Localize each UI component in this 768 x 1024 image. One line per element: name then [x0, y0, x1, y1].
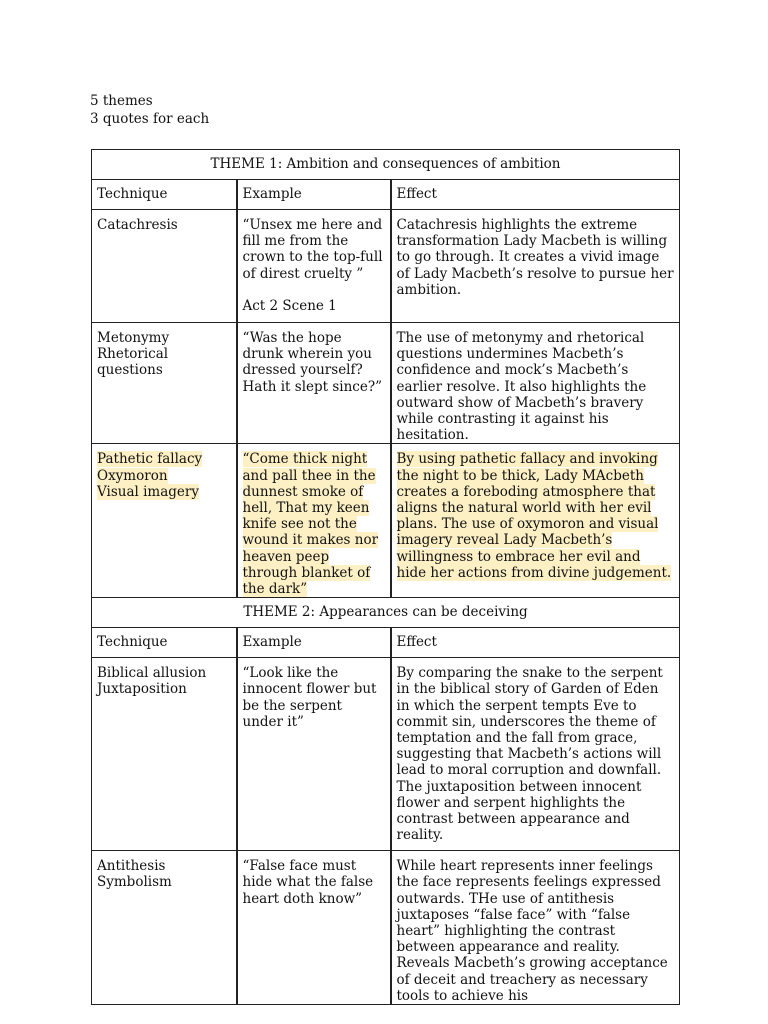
intro-line-themes: 5 themes: [90, 93, 153, 109]
example-quote: “Come thick night and pall thee in the dunnest smoke of hell, That my keen knife see not the wound it makes nor heaven peep through blanket of the dark”: [242, 451, 379, 598]
effect-text: By comparing the snake to the serpent in the biblical story of Garden of Eden in which the serpent tempts Eve to commit sin, underscores the theme of temptation and the fall from grace, suggesting that Macbeth’s actions will lead to moral corruption and downfall. The juxtaposition between innocent flower and serpent highlights the contrast between appearance and reality.: [396, 665, 663, 844]
technique-label: Juxtaposition: [97, 681, 187, 698]
table-row: [92, 658, 680, 851]
effect-text: While heart represents inner feelings the face represents feelings expressed outwards. THe use of antithesis juxtaposes “false face” with “false heart” highlighting the contrast between appearance and reality. Reveals Macbeth’s growing acceptance of deceit and treachery as necessary tools to achieve his: [396, 858, 668, 1004]
example-quote: “False face must hide what the false heart doth know”: [242, 858, 374, 907]
example-quote: “Look like the innocent flower but be the serpent under it”: [242, 665, 377, 730]
effect-cell: [391, 444, 680, 598]
technique-label: Biblical allusion: [97, 665, 207, 682]
technique-label: Oxymoron: [97, 467, 168, 484]
effect-text: Catachresis highlights the extreme transformation Lady Macbeth is willing to go through. It creates a vivid image of Lady Macbeth’s resolve to pursue her ambition.: [396, 217, 674, 298]
technique-label: Symbolism: [97, 874, 172, 891]
intro-line-quotes: 3 quotes for each: [90, 111, 210, 127]
theme-1-title-row: [92, 150, 680, 180]
table-row: [92, 323, 680, 444]
effect-text: By using pathetic fallacy and invoking the night to be thick, Lady MAcbeth creates a foreboding atmosphere that aligns the natural world with her evil plans. The use of oxymoron and visual imagery reveal Lady Macbeth’s willingness to embrace her evil and hide her actions from divine judgement.: [396, 451, 672, 581]
effect-cell: [391, 851, 680, 1005]
effect-cell: [391, 210, 680, 323]
technique-label: Catachresis: [97, 217, 178, 233]
technique-cell: [92, 658, 237, 851]
example-cell: [237, 210, 391, 323]
technique-cell: [92, 444, 237, 598]
technique-cell: [92, 210, 237, 323]
example-quote: “Unsex me here and fill me from the crown to the top-full of direst cruelty ”: [242, 217, 383, 282]
header-technique: Technique: [92, 628, 237, 658]
example-quote: “Was the hope drunk wherein you dressed yourself? Hath it slept since?”: [242, 330, 382, 395]
effect-cell: [391, 658, 680, 851]
technique-cell: [92, 323, 237, 444]
header-example: Example: [237, 180, 391, 210]
table-row: [92, 210, 680, 323]
technique-label: Pathetic fallacy: [97, 451, 203, 468]
example-reference: Act 2 Scene 1: [242, 297, 337, 314]
example-cell: [237, 444, 391, 598]
header-technique: Technique: [92, 180, 237, 210]
header-effect: Effect: [391, 628, 680, 658]
table-row-highlighted: [92, 444, 680, 598]
technique-label: Antithesis: [97, 858, 166, 875]
theme-2-title: THEME 2: Appearances can be deceiving: [92, 598, 680, 628]
theme-1-title: THEME 1: Ambition and consequences of ambition: [92, 150, 680, 180]
header-effect: Effect: [391, 180, 680, 210]
theme-2-title-row: [92, 598, 680, 628]
effect-cell: [391, 323, 680, 444]
themes-table: [91, 149, 680, 1005]
technique-label: Metonymy: [97, 330, 170, 346]
example-cell: [237, 658, 391, 851]
effect-text: The use of metonymy and rhetorical questions undermines Macbeth’s confidence and mock’s Macbeth’s earlier resolve. It also highlights the outward show of Macbeth’s bravery while contrasting it against his hesitation.: [396, 330, 647, 444]
theme-1-header-row: [92, 180, 680, 210]
header-example: Example: [237, 628, 391, 658]
intro-notes: [90, 92, 209, 128]
technique-label: Rhetorical questions: [97, 346, 169, 379]
table-row: [92, 851, 680, 1005]
example-cell: [237, 851, 391, 1005]
technique-label: Visual imagery: [97, 483, 199, 500]
technique-cell: [92, 851, 237, 1005]
example-cell: [237, 323, 391, 444]
theme-2-header-row: [92, 628, 680, 658]
